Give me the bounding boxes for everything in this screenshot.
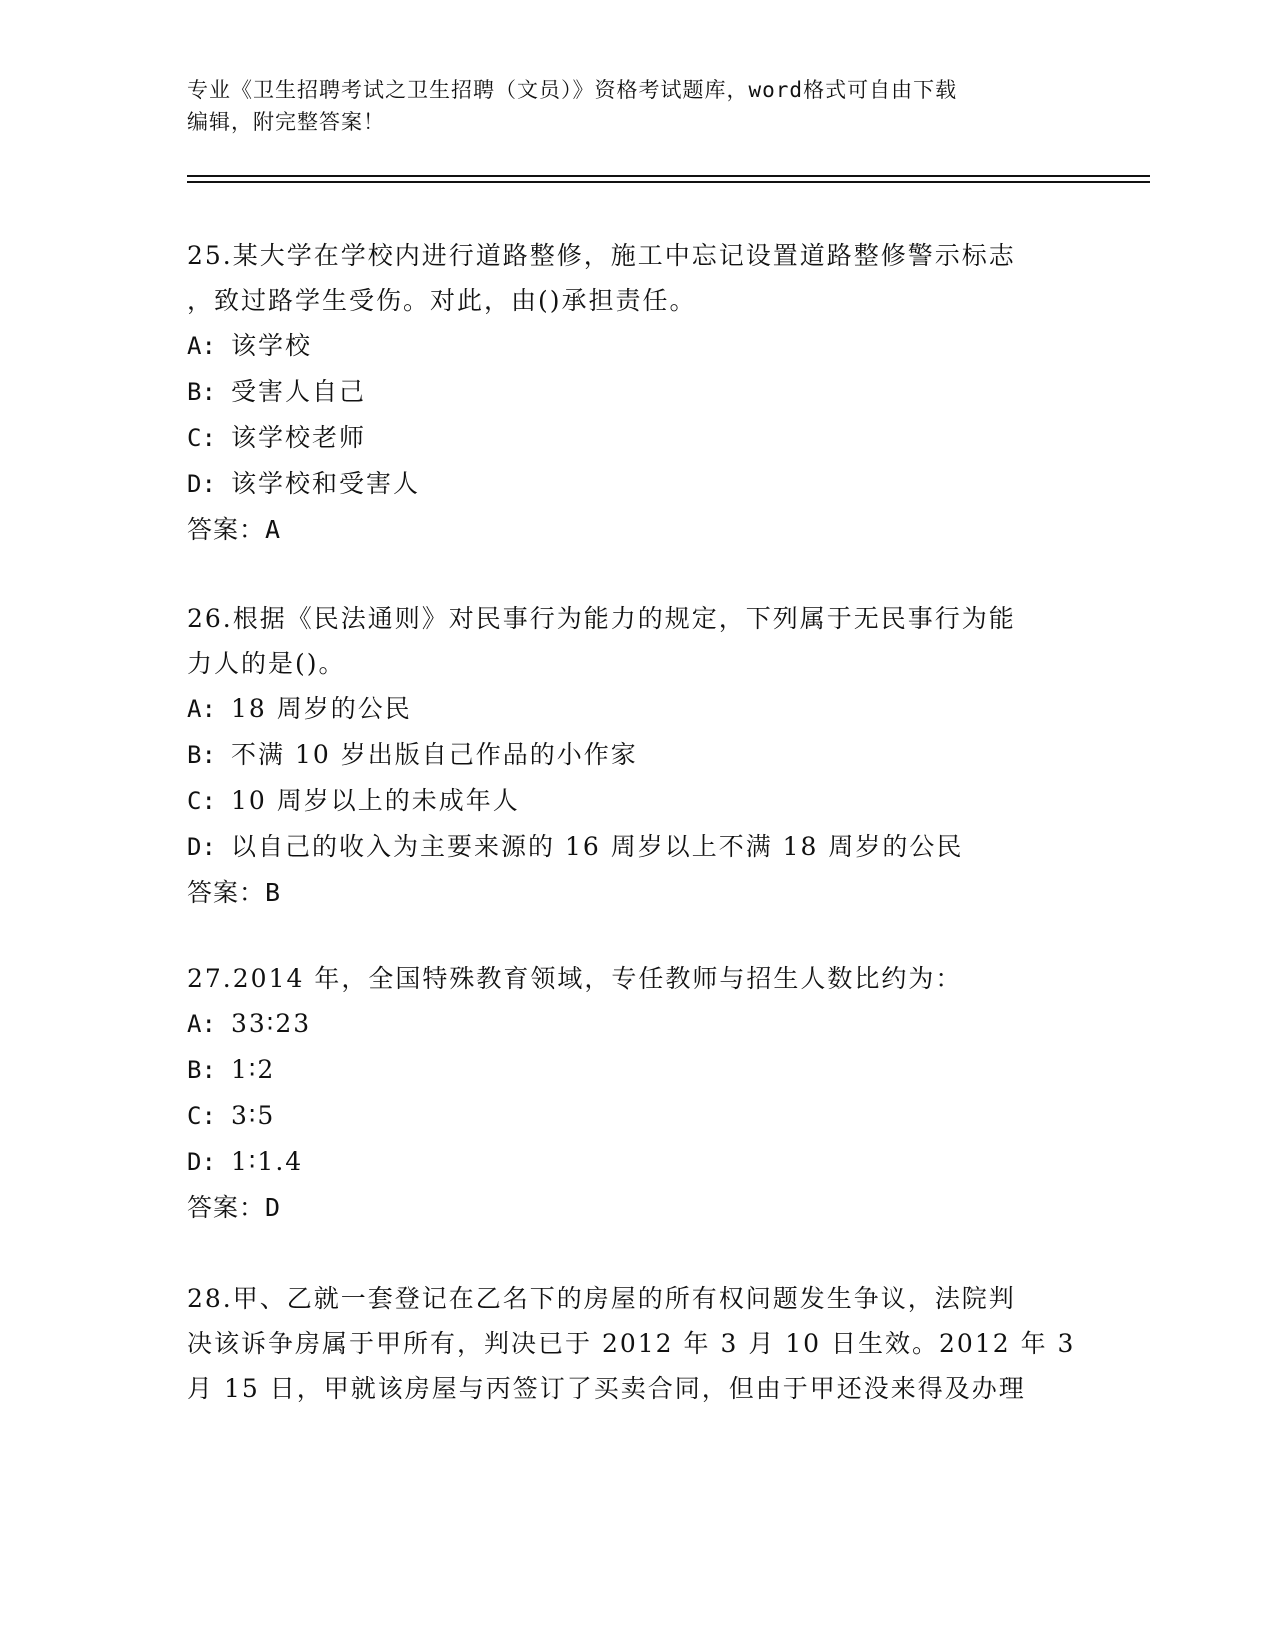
question-25	[187, 233, 1067, 552]
question-27	[187, 956, 1067, 1230]
answer-label: 答案：	[187, 878, 266, 907]
answer-value: B	[265, 878, 282, 907]
option-d	[187, 461, 1067, 507]
option-label: C:	[187, 424, 216, 452]
option-text: 10 周岁以上的未成年人	[231, 786, 520, 815]
option-text: 该学校老师	[231, 423, 367, 452]
option-label: B:	[187, 378, 216, 406]
option-a	[187, 1001, 1067, 1047]
document-header	[187, 74, 1087, 138]
option-label: B:	[187, 741, 216, 769]
option-c	[187, 1093, 1067, 1139]
answer-value: A	[265, 515, 282, 544]
option-label: A:	[187, 332, 216, 360]
question-text-line: 26.根据《民法通则》对民事行为能力的规定，下列属于无民事行为能	[187, 604, 1016, 633]
option-d	[187, 1139, 1067, 1185]
option-text: 33∶23	[231, 1009, 312, 1038]
option-c	[187, 778, 1067, 824]
question-text-line: 28.甲、乙就一套登记在乙名下的房屋的所有权问题发生争议，法院判	[187, 1284, 1016, 1313]
answer-label: 答案：	[187, 1193, 266, 1222]
option-label: C:	[187, 1102, 216, 1130]
header-divider-top	[187, 175, 1150, 177]
answer-line	[187, 870, 1067, 915]
question-text-line: 决该诉争房属于甲所有，判决已于 2012 年 3 月 10 日生效。2012 年 3	[187, 1329, 1076, 1358]
option-text: 3∶5	[231, 1101, 276, 1130]
option-label: B:	[187, 1056, 216, 1084]
header-line: 编辑，附完整答案！	[187, 110, 385, 134]
option-text: 1∶2	[231, 1055, 276, 1084]
option-label: C:	[187, 787, 216, 815]
option-text: 受害人自己	[231, 377, 367, 406]
option-label: A:	[187, 695, 216, 723]
option-label: D:	[187, 833, 216, 861]
question-text-line: 25.某大学在学校内进行道路整修，施工中忘记设置道路整修警示标志	[187, 241, 1016, 270]
question-text-line: 力人的是()。	[187, 649, 346, 678]
question-26	[187, 596, 1067, 915]
question-28	[187, 1276, 1076, 1411]
option-text: 以自己的收入为主要来源的 16 周岁以上不满 18 周岁的公民	[231, 832, 964, 861]
option-label: D:	[187, 470, 216, 498]
option-a	[187, 686, 1067, 732]
answer-line	[187, 1185, 1067, 1230]
option-text: 该学校和受害人	[231, 469, 421, 498]
option-a	[187, 323, 1067, 369]
question-text-line: 月 15 日，甲就该房屋与丙签订了买卖合同，但由于甲还没来得及办理	[187, 1374, 1026, 1403]
header-line: 专业《卫生招聘考试之卫生招聘（文员）》资格考试题库，word格式可自由下载	[187, 78, 958, 102]
question-text-line: ，致过路学生受伤。对此，由()承担责任。	[187, 286, 697, 315]
header-divider-bottom	[187, 181, 1150, 183]
question-text-line: 27.2014 年，全国特殊教育领域，专任教师与招生人数比约为：	[187, 964, 963, 993]
option-b	[187, 732, 1067, 778]
option-c	[187, 415, 1067, 461]
option-b	[187, 1047, 1067, 1093]
option-text: 1∶1.4	[231, 1147, 304, 1176]
answer-value: D	[265, 1193, 282, 1222]
answer-label: 答案：	[187, 515, 266, 544]
option-text: 不满 10 岁出版自己作品的小作家	[231, 740, 638, 769]
option-text: 18 周岁的公民	[231, 694, 412, 723]
option-b	[187, 369, 1067, 415]
option-text: 该学校	[231, 331, 313, 360]
option-d	[187, 824, 1067, 870]
option-label: D:	[187, 1148, 216, 1176]
option-label: A:	[187, 1010, 216, 1038]
answer-line	[187, 507, 1067, 552]
